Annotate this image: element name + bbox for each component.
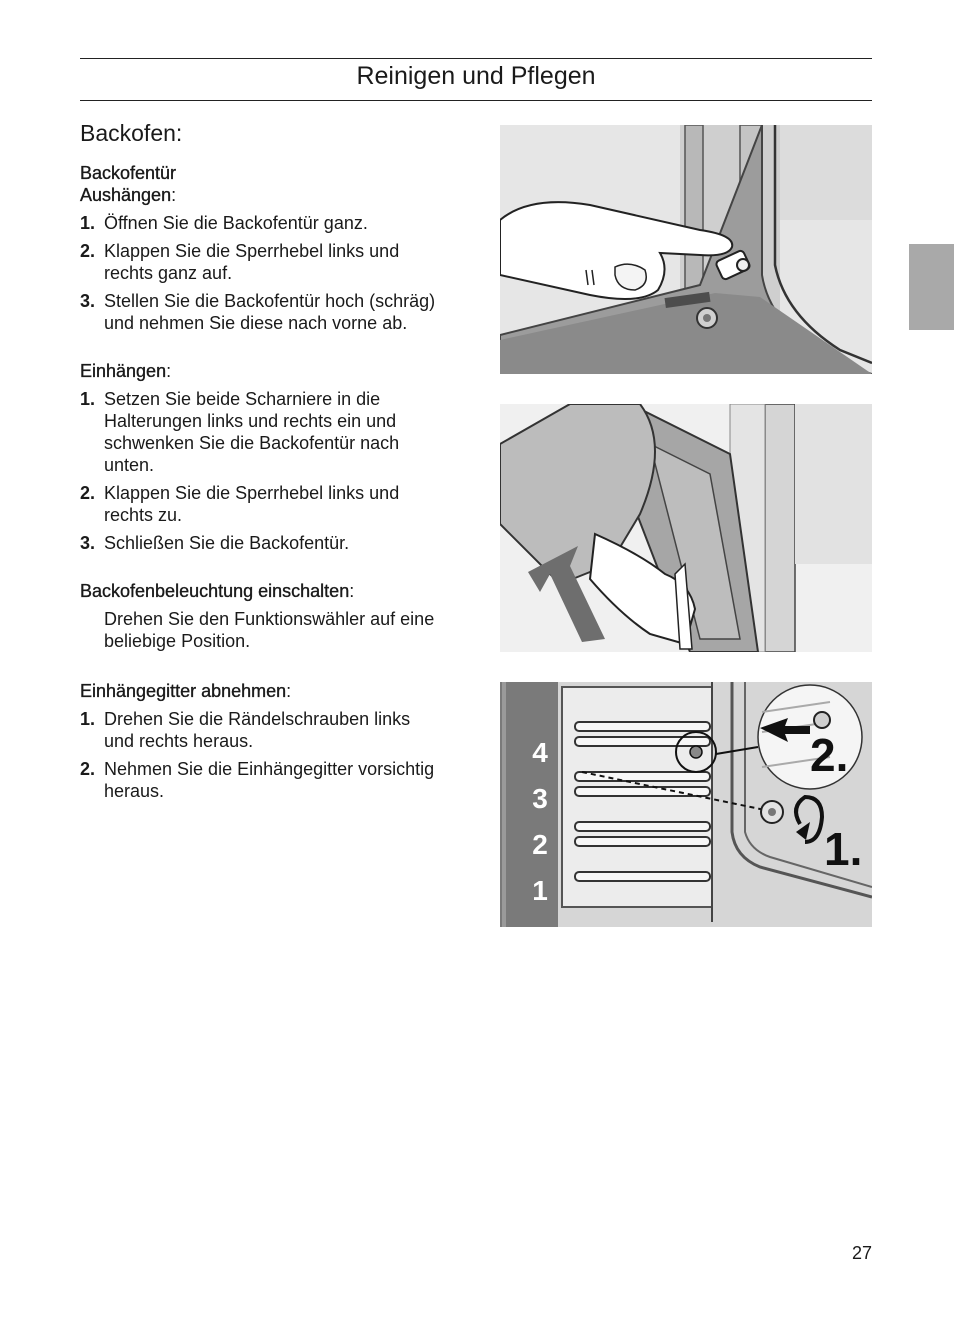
page-number: 27 [851, 1243, 872, 1263]
list-item: 1. Drehen Sie die Rändelschrauben links und rechts heraus. [80, 709, 411, 751]
rails-heading: Einhängegitter abnehmen: [80, 681, 292, 701]
rails-heading-label: Einhängegitter abnehmen [80, 681, 287, 701]
header-rule-top [80, 58, 872, 59]
light-instruction: Drehen Sie den Funktionswähler auf eine beliebige Position. [104, 609, 435, 651]
light-heading: Backofenbeleuchtung einschalten: [80, 581, 355, 601]
door-hinge-illustration [500, 125, 872, 374]
attach-heading-label: Einhängen [80, 361, 167, 381]
rail-level-4: 4 [532, 737, 548, 768]
list-item: 3. Schließen Sie die Backofentür. [80, 533, 350, 553]
section-title: Backofen: [80, 120, 183, 146]
rail-level-2: 2 [532, 829, 548, 860]
oven-rails-illustration [500, 682, 872, 927]
chapter-side-tab [909, 244, 954, 330]
list-item: 2. Klappen Sie die Sperrhebel links und rechts ganz auf. [80, 241, 400, 283]
list-item: 1. Setzen Sie beide Scharniere in die Halterungen links und rechts ein und schwenken Sie die Backofentür nach unten. [80, 389, 400, 475]
remove-steps-list [80, 212, 440, 334]
instructions-column [80, 118, 440, 808]
rail-level-1: 1 [532, 875, 548, 906]
list-item: 3. Stellen Sie die Backofentür hoch (schräg) und nehmen Sie diese nach vorne ab. [80, 291, 436, 333]
attach-heading: Einhängen: [80, 361, 172, 381]
door-heading: Backofentür Aushängen: [80, 163, 177, 205]
list-item: 2. Klappen Sie die Sperrhebel links und rechts zu. [80, 483, 400, 525]
remove-heading-label: Aushängen [80, 185, 172, 205]
rail-level-3: 3 [532, 783, 548, 814]
light-heading-label: Backofenbeleuchtung einschalten [80, 581, 350, 601]
list-item: 1. Öffnen Sie die Backofentür ganz. [80, 213, 368, 233]
rails-steps-list [80, 708, 440, 802]
rail-level-labels [524, 730, 556, 914]
hinge-lever-drawing [500, 125, 872, 374]
door-removal-drawing [500, 404, 872, 652]
page-header-title: Reinigen und Pflegen [356, 62, 596, 90]
door-removal-illustration [500, 404, 872, 652]
door-heading-label: Backofentür [80, 163, 177, 183]
header-rule-bottom [80, 100, 872, 101]
attach-steps-list [80, 388, 440, 554]
step-label-2: 2. [810, 729, 849, 781]
list-item: 2. Nehmen Sie die Einhängegitter vorsichtig heraus. [80, 759, 435, 801]
step-label-1: 1. [824, 823, 863, 875]
